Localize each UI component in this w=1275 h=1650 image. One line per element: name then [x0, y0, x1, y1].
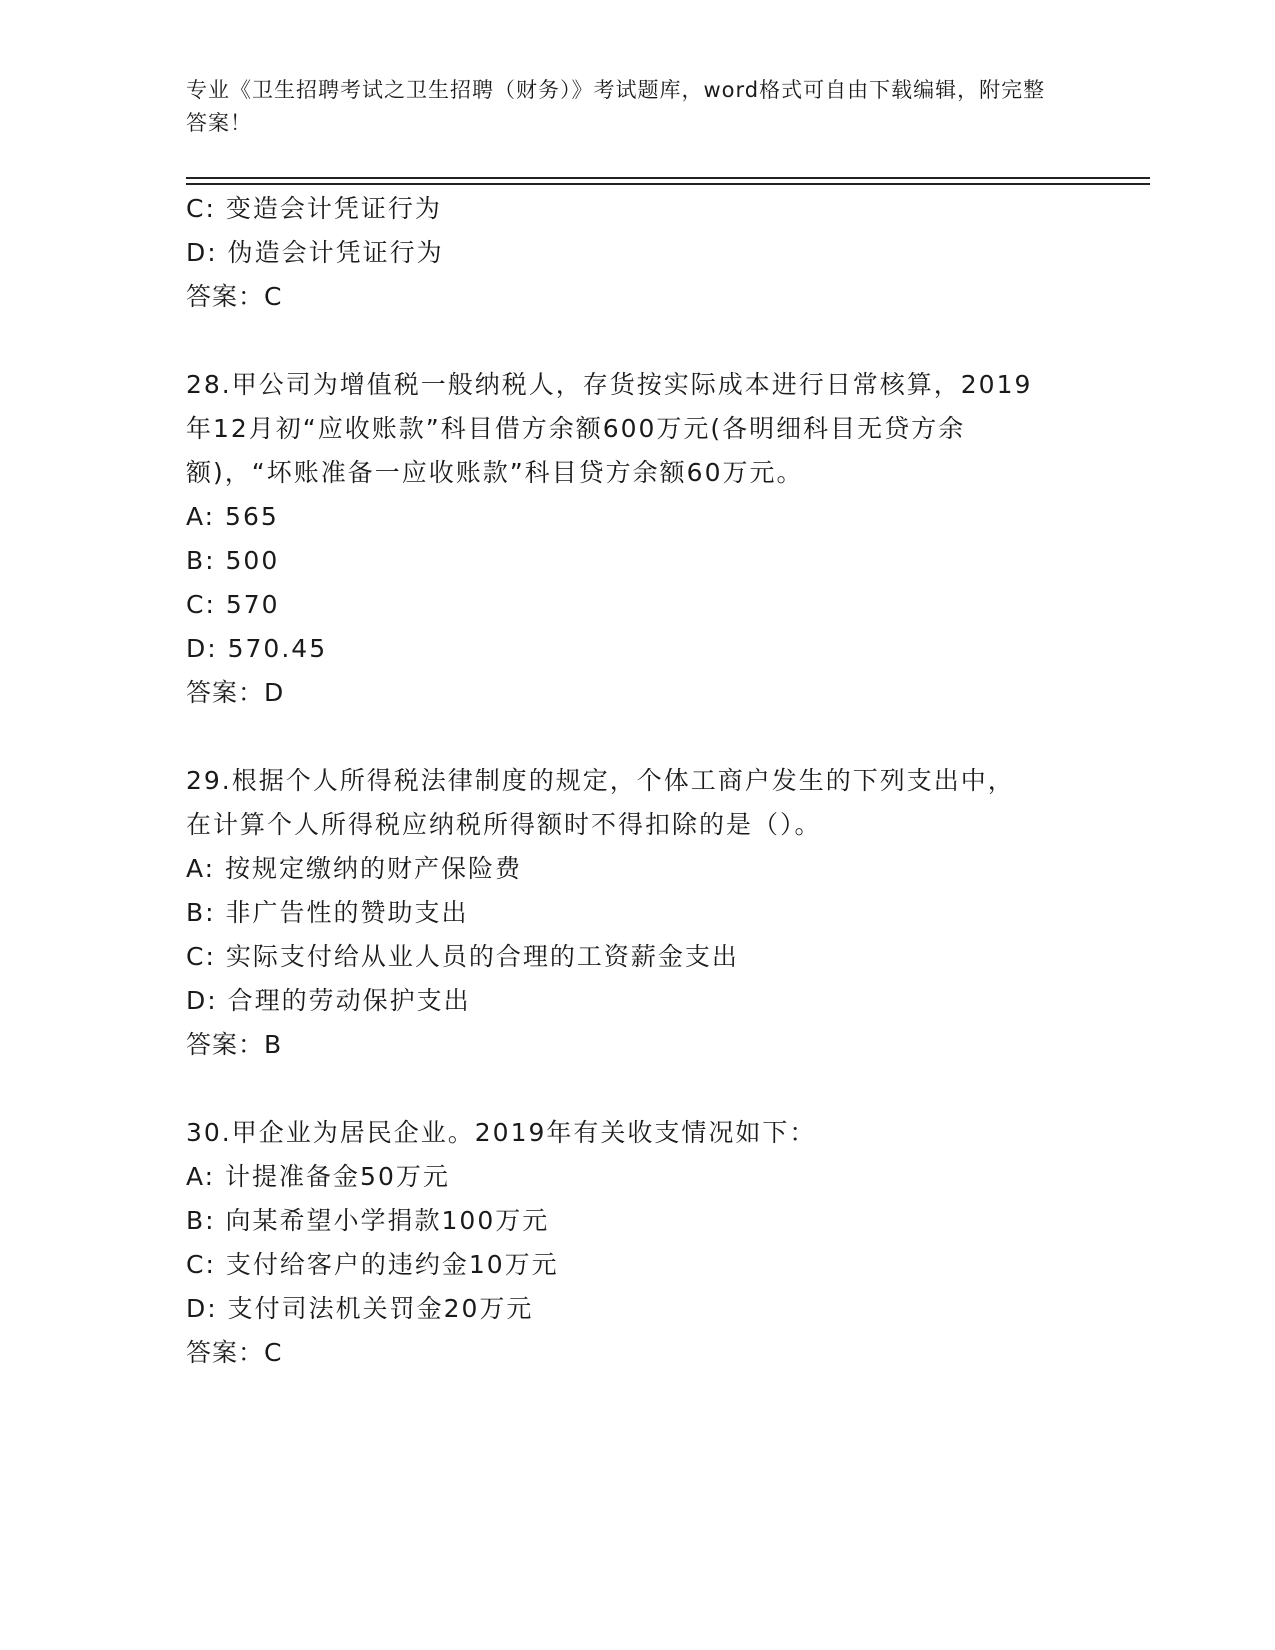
q28-option-a: A: 565: [186, 502, 279, 531]
q28-text-line3: 额)，“坏账准备一应收账款”科目贷方余额60万元。: [186, 458, 804, 487]
q29-text-line2: 在计算个人所得税应纳税所得额时不得扣除的是（）。: [186, 810, 822, 839]
q28-option-b: B: 500: [186, 546, 280, 575]
q30-option-d: D: 支付司法机关罚金20万元: [186, 1294, 534, 1323]
q30-answer: 答案：C: [186, 1338, 283, 1367]
q29-option-b: B: 非广告性的赞助支出: [186, 898, 469, 927]
q29-option-a: A: 按规定缴纳的财产保险费: [186, 854, 523, 883]
q29-option-c: C: 实际支付给从业人员的合理的工资薪金支出: [186, 942, 739, 971]
document-header: 专业《卫生招聘考试之卫生招聘（财务）》考试题库，word格式可自由下载编辑，附完整答案！: [186, 78, 1046, 135]
q28-text-line1: 28.甲公司为增值税一般纳税人，存货按实际成本进行日常核算，2019: [186, 370, 1033, 399]
prev-answer: 答案：C: [186, 282, 283, 311]
prev-option-d: D: 伪造会计凭证行为: [186, 238, 444, 267]
prev-option-c: C: 变造会计凭证行为: [186, 194, 442, 223]
q29-answer: 答案：B: [186, 1030, 283, 1059]
header-divider-bottom: [186, 183, 1150, 185]
q28-option-c: C: 570: [186, 590, 280, 619]
q30-option-c: C: 支付给客户的违约金10万元: [186, 1250, 559, 1279]
q28-text-line2: 年12月初“应收账款”科目借方余额600万元(各明细科目无贷方余: [186, 414, 966, 443]
q28-answer: 答案：D: [186, 678, 285, 707]
q30-option-a: A: 计提准备金50万元: [186, 1162, 450, 1191]
q29-option-d: D: 合理的劳动保护支出: [186, 986, 471, 1015]
q30-text-line1: 30.甲企业为居民企业。2019年有关收支情况如下：: [186, 1118, 817, 1147]
header-divider-top: [186, 177, 1150, 179]
q29-text-line1: 29.根据个人所得税法律制度的规定，个体工商户发生的下列支出中，: [186, 766, 1015, 795]
q30-option-b: B: 向某希望小学捐款100万元: [186, 1206, 550, 1235]
q28-option-d: D: 570.45: [186, 634, 328, 663]
